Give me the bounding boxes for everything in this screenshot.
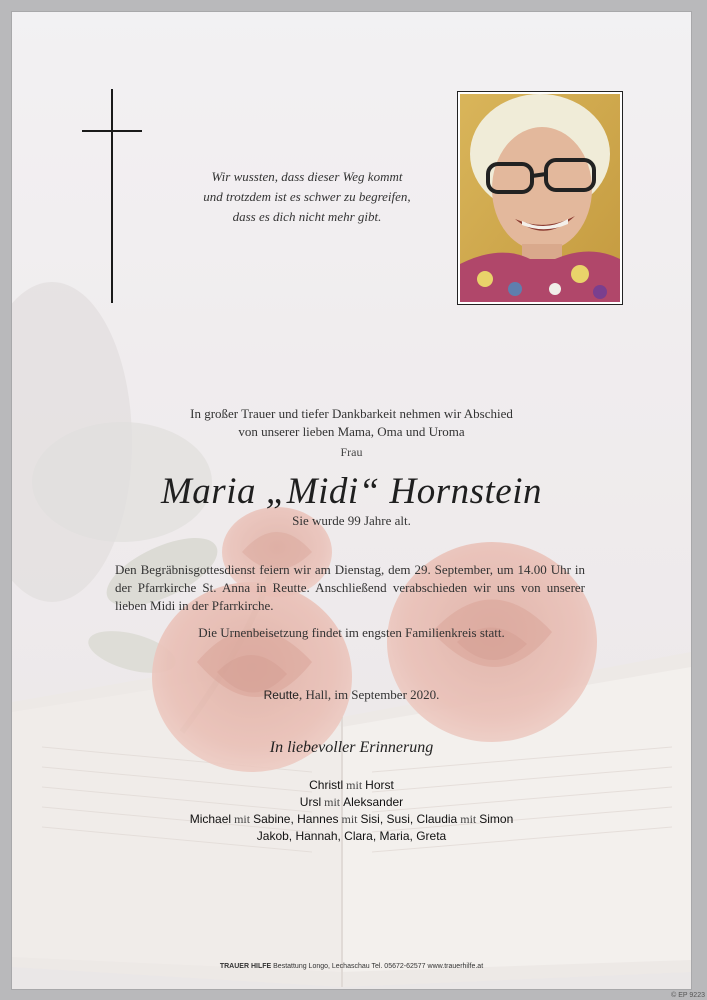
family-member: Aleksander: [343, 795, 404, 809]
family-line: [12, 794, 691, 811]
family-member: Christl: [309, 778, 344, 792]
family-member: Simon: [479, 812, 514, 826]
connector-text: mit: [321, 795, 344, 809]
quote-line: dass es dich nicht mehr gibt.: [232, 209, 382, 224]
family-list: [12, 777, 691, 845]
age-text: Sie wurde 99 Jahre alt.: [292, 513, 411, 528]
urn-burial-text: Die Urnenbeisetzung findet im engsten Familienkreis statt.: [198, 625, 505, 640]
memorial-quote: [182, 167, 432, 227]
cross-symbol: [82, 89, 142, 303]
cross-horizontal-bar: [82, 130, 142, 132]
connector-text: mit: [343, 778, 366, 792]
connector-text: mit: [338, 812, 361, 826]
family-line: [12, 811, 691, 828]
family-member: Horst: [365, 778, 394, 792]
portrait-photo: [457, 91, 623, 305]
family-member: Ursl: [299, 795, 322, 809]
memory-heading: In liebevoller Erinnerung: [269, 739, 434, 756]
quote-line: Wir wussten, dass dieser Weg kommt: [211, 169, 403, 184]
footer-text: Bestattung Longo, Lechaschau Tel. 05672-62577 www.trauerhilfe.at: [271, 963, 484, 970]
cross-vertical-bar: [111, 89, 113, 303]
title-frau: Frau: [340, 445, 363, 459]
footer-credit: [12, 963, 691, 970]
connector-text: mit: [457, 812, 480, 826]
quote-line: und trotzdem ist es schwer zu begreifen,: [203, 189, 411, 204]
place-town: Reutte: [263, 688, 299, 702]
family-member: Jakob, Hannah, Clara, Maria, Greta: [256, 829, 447, 843]
family-member: Sisi: [360, 812, 380, 826]
service-announcement: Den Begräbnisgottesdienst feiern wir am Dienstag, dem 29. September, um 14.00 Uhr in der Pfarrkirche St. Anna in Reutte. Anschließend verabschieden wir uns von unserer lieben Midi in der Pfarrkirche.: [115, 562, 585, 613]
footer-brand: TRAUER HILFE: [219, 963, 272, 970]
family-line: [12, 777, 691, 794]
place-date-rest: , Hall, im September 2020.: [298, 687, 440, 702]
family-member: , Susi, Claudia: [379, 812, 458, 826]
deceased-name: Maria „Midi“ Hornstein: [160, 471, 543, 512]
connector-text: mit: [231, 812, 254, 826]
intro-line-2: von unserer lieben Mama, Oma und Uroma: [238, 424, 465, 439]
family-member: , Hannes: [290, 812, 339, 826]
family-line: [12, 828, 691, 845]
obituary-card: [11, 11, 692, 990]
document-code: © EP 9223: [671, 992, 705, 999]
place-date: [12, 687, 691, 703]
intro-line-1: In großer Trauer und tiefer Dankbarkeit nehmen wir Abschied: [190, 406, 513, 421]
family-member: Sabine: [253, 812, 291, 826]
family-member: Michael: [189, 812, 232, 826]
intro-text: [12, 405, 691, 441]
portrait-image: [460, 94, 620, 302]
